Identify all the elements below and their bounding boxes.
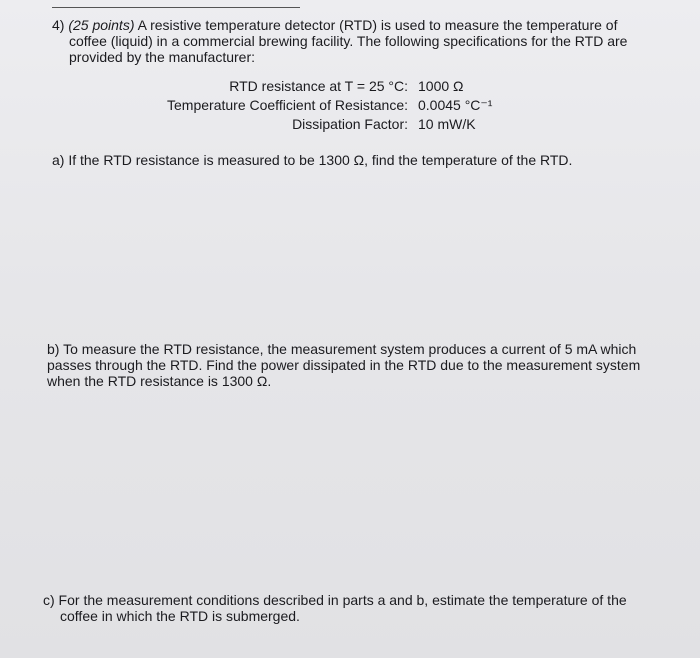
spec-table — [150, 78, 670, 138]
spec-label-tcr: Temperature Coefficient of Resistance: — [167, 97, 408, 113]
spec-label-dissipation: Dissipation Factor: — [292, 116, 408, 132]
part-b-line1: b) To measure the RTD resistance, the measurement system produces a current of 5 mA which — [47, 341, 637, 357]
part-a-text: a) If the RTD resistance is measured to be 1300 Ω, find the temperature of the RTD. — [52, 152, 573, 168]
question-intro-line2: coffee (liquid) in a commercial brewing facility. The following specifications for the RTD are — [69, 33, 628, 49]
spec-value-tcr: 0.0045 °C⁻¹ — [418, 97, 493, 113]
part-c-line1: c) For the measurement conditions described in parts a and b, estimate the temperature of the — [43, 592, 627, 608]
spec-label-resistance: RTD resistance at T = 25 °C: — [229, 78, 408, 94]
part-b-line2: passes through the RTD. Find the power dissipated in the RTD due to the measurement system — [47, 357, 641, 373]
question-points: (25 points) — [68, 17, 135, 33]
question-intro-line3: provided by the manufacturer: — [69, 49, 255, 65]
question-header — [52, 17, 617, 33]
top-divider — [52, 7, 300, 8]
question-intro-line1: A resistive temperature detector (RTD) is used to measure the temperature of — [137, 17, 618, 33]
part-b-line3: when the RTD resistance is 1300 Ω. — [47, 373, 272, 389]
question-number: 4) — [52, 17, 65, 33]
spec-value-dissipation: 10 mW/K — [418, 116, 476, 132]
spec-value-resistance: 1000 Ω — [418, 78, 464, 94]
part-c-line2: coffee in which the RTD is submerged. — [60, 608, 300, 624]
